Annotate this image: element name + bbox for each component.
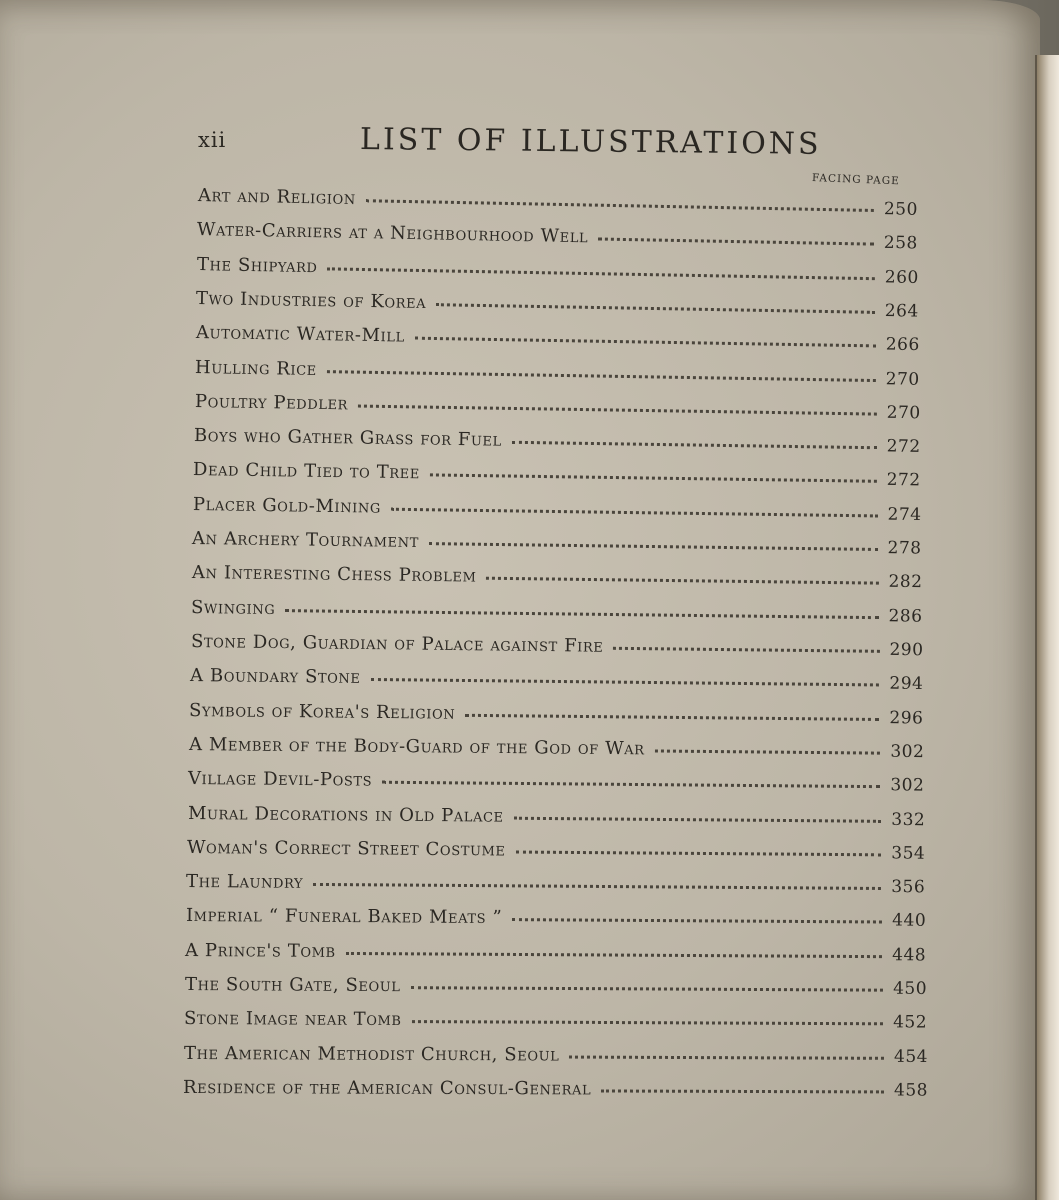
page-folio: xii — [198, 128, 227, 152]
entry-page-number: 264 — [884, 300, 920, 322]
dot-leader — [327, 253, 875, 280]
list-entry — [188, 802, 925, 832]
entry-caption: Boys who Gather Grass for Fuel — [193, 425, 502, 451]
list-entry — [195, 321, 919, 357]
entry-caption: The Laundry — [186, 871, 304, 893]
dot-leader — [486, 563, 878, 585]
list-entry — [190, 664, 924, 696]
entry-page-number: 250 — [883, 199, 919, 220]
list-entry — [188, 767, 925, 798]
list-entry — [196, 287, 919, 324]
entry-page-number: 454 — [893, 1046, 928, 1067]
entry-caption: Dead Child Tied to Tree — [193, 459, 421, 484]
page-title: LIST OF ILLUSTRATIONS — [359, 122, 822, 162]
entry-page-number: 448 — [892, 944, 927, 966]
entry-caption: Two Industries of Korea — [196, 287, 427, 313]
dot-leader — [410, 972, 883, 991]
entry-caption: Water-Carriers at a Neighbourhood Well — [197, 219, 589, 248]
dot-leader — [436, 289, 875, 314]
dot-leader — [314, 869, 882, 890]
entry-page-number: 302 — [890, 741, 925, 762]
entry-caption: Poultry Peddler — [194, 390, 348, 415]
entry-caption: An Archery Tournament — [192, 528, 420, 553]
dot-leader — [516, 836, 882, 856]
list-entry — [195, 356, 920, 392]
list-entry — [186, 904, 926, 933]
entry-caption: Automatic Water-Mill — [195, 322, 405, 347]
entry-caption: Art and Religion — [197, 185, 357, 210]
list-entry — [190, 630, 923, 662]
entry-caption: Village Devil-Posts — [188, 768, 373, 791]
entry-caption: Symbols of Korea's Religion — [189, 699, 456, 724]
list-entry — [187, 836, 925, 866]
entry-page-number: 274 — [887, 504, 922, 525]
entry-caption: Woman's Correct Street Costume — [186, 836, 506, 861]
dot-leader — [412, 1006, 884, 1025]
list-entry — [189, 699, 924, 730]
list-entry — [185, 939, 926, 967]
dot-leader — [599, 224, 875, 246]
list-entry — [197, 218, 918, 255]
entry-page-number: 258 — [884, 233, 919, 254]
dot-leader — [327, 356, 876, 382]
entry-page-number: 450 — [892, 978, 927, 999]
list-entry — [185, 973, 927, 1001]
dot-leader — [391, 493, 878, 517]
entry-caption: Mural Decorations in Old Palace — [187, 802, 504, 827]
entry-page-number: 296 — [889, 707, 924, 729]
dot-leader — [512, 905, 882, 924]
entry-page-number: 266 — [885, 334, 920, 356]
dot-leader — [569, 1041, 884, 1059]
dot-leader — [613, 633, 879, 653]
entry-caption: A Boundary Stone — [189, 665, 361, 689]
list-entry — [193, 458, 921, 492]
entry-page-number: 278 — [887, 538, 922, 559]
dot-leader — [601, 1075, 884, 1093]
dot-leader — [346, 938, 883, 958]
entry-caption: Hulling Rice — [194, 356, 318, 380]
entry-page-number: 354 — [891, 843, 926, 864]
entry-page-number: 286 — [888, 605, 923, 627]
entry-page-number: 270 — [886, 402, 921, 424]
list-entry — [194, 390, 920, 425]
dot-leader — [285, 595, 878, 619]
dot-leader — [370, 664, 879, 687]
list-entry — [191, 596, 923, 629]
entry-page-number: 294 — [889, 673, 924, 695]
list-entry — [186, 870, 925, 899]
entry-caption: Stone Dog, Guardian of Palace against Fire — [190, 631, 604, 657]
entry-page-number: 272 — [886, 470, 922, 491]
dot-leader — [414, 323, 875, 348]
entry-caption: The South Gate, Seoul — [184, 974, 401, 997]
list-entry — [194, 424, 921, 459]
list-entry — [189, 733, 925, 764]
entry-page-number: 282 — [888, 572, 923, 593]
entry-caption: Swinging — [190, 596, 276, 619]
entry-caption: The American Methodist Church, Seoul — [183, 1042, 560, 1066]
next-page-edge — [1035, 55, 1059, 1200]
dot-leader — [466, 699, 880, 720]
dot-leader — [429, 528, 878, 551]
entry-caption: An Interesting Chess Problem — [191, 562, 477, 587]
list-entry — [191, 561, 922, 594]
list-entry — [197, 253, 919, 290]
list-entry — [184, 1007, 927, 1035]
list-entry — [193, 493, 922, 527]
entry-page-number: 302 — [890, 775, 925, 796]
facing-page-label: FACING PAGE — [811, 172, 900, 188]
entry-page-number: 272 — [886, 436, 921, 458]
dot-leader — [654, 735, 880, 754]
list-entry — [183, 1076, 928, 1103]
entry-page-number: 332 — [890, 809, 925, 830]
entry-page-number: 452 — [893, 1012, 928, 1033]
entry-page-number: 440 — [892, 911, 927, 932]
list-entry — [192, 527, 922, 561]
dot-leader — [357, 390, 876, 415]
entry-caption: Stone Image near Tomb — [184, 1008, 402, 1031]
entry-page-number: 270 — [885, 368, 920, 390]
entry-page-number: 260 — [884, 266, 919, 288]
entry-page-number: 356 — [891, 877, 926, 898]
entry-caption: Imperial “ Funeral Baked Meats ” — [185, 905, 503, 929]
list-entry — [198, 184, 918, 222]
entry-caption: Placer Gold-Mining — [192, 493, 381, 518]
dot-leader — [512, 427, 877, 449]
list-entry — [184, 1042, 928, 1069]
entry-caption: A Member of the Body-Guard of the God of War — [188, 733, 645, 760]
entry-page-number: 458 — [894, 1080, 929, 1101]
entry-caption: A Prince's Tomb — [185, 939, 337, 962]
dot-leader — [382, 767, 880, 788]
entry-caption: The Shipyard — [196, 253, 318, 277]
entry-caption: Residence of the American Consul-General — [182, 1077, 592, 1100]
dot-leader — [513, 802, 881, 822]
entry-page-number: 290 — [888, 639, 924, 661]
dot-leader — [430, 460, 877, 483]
dot-leader — [366, 185, 874, 212]
